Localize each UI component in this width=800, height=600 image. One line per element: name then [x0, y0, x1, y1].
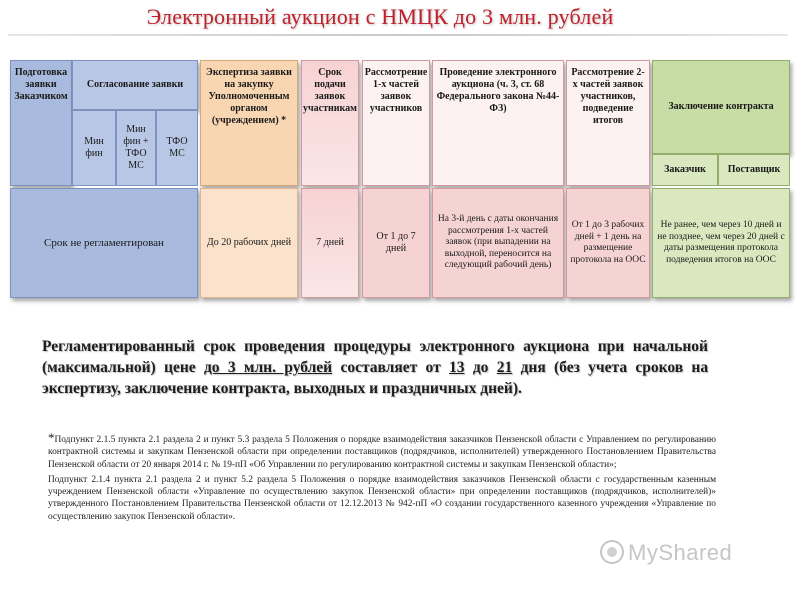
header-expertise: Экспертиза заявки на закупку Уполномоченным органом (учреждением) * — [200, 60, 298, 186]
footnote-p2: Подпункт 2.1.4 пункта 2.1 раздела 2 и пункт 5.2 раздела 5 Положения о порядке взаимодействия заказчиков Пензенской области с государственным казенным учреждением Пензенской области «Управление по осуществлению закупок Пензенской области» при определении поставщиков (подрядчиков, исполнителей)» утвержденного Постановлением Правительства Пензенской области от 12.12.2013 № 942-пП «О создании государственного казенного учреждения «Управление по осуществлению закупок Пензенской области». — [48, 474, 716, 522]
header-agreement: Согласование заявки — [72, 60, 198, 110]
value-review2: От 1 до 3 рабочих дней + 1 день на размещение протокола на ООС — [566, 188, 650, 298]
header-customer: Заказчик — [652, 154, 718, 186]
value-review1: От 1 до 7 дней — [362, 188, 430, 298]
header-supplier: Поставщик — [718, 154, 790, 186]
header-min-fin-tfo: Мин фин + ТФО МС — [116, 110, 156, 186]
summary-min: 13 — [449, 359, 465, 376]
header-review1: Рассмотрение 1-х частей заявок участников — [362, 60, 430, 186]
page-title: Электронный аукцион с НМЦК до 3 млн. рублей — [146, 4, 614, 29]
summary-max: 21 — [496, 359, 513, 376]
footnote — [48, 432, 716, 526]
value-auction: На 3-й день с даты окончания рассмотрения 1-х частей заявок (при выпадении на выходной, переносится на следующий рабочий день) — [432, 188, 564, 298]
watermark-logo — [600, 540, 732, 566]
header-contract: Заключение контракта — [652, 60, 790, 154]
header-min-fin: Мин фин — [72, 110, 116, 186]
summary-amount: до 3 млн. рублей — [203, 359, 333, 376]
summary-part1: Регламентированный срок проведения процедуры электронного аукциона при начальной (максимальной) цене — [42, 338, 708, 376]
value-contract: Не ранее, чем через 10 дней и не позднее, чем через 20 дней с даты размещения протокола подведения итогов на ООС — [652, 188, 790, 298]
summary-part3: до — [472, 359, 489, 376]
value-submission: 7 дней — [301, 188, 359, 298]
header-prep: Подготовка заявки Заказчиком — [10, 60, 72, 186]
header-review2: Рассмотрение 2-х частей заявок участников, подведение итогов — [566, 60, 650, 186]
title-divider — [8, 34, 788, 36]
header-tfo-ms: ТФО МС — [156, 110, 198, 186]
summary-paragraph — [42, 336, 708, 399]
footnote-p1: Подпункт 2.1.5 пункта 2.1 раздела 2 и пункт 5.3 раздела 5 Положения о порядке взаимодействия заказчиков Пензенской области с Управлением по регулированию контрактной системы и закупкам Пензенской области при определении поставщиков (подрядчиков, исполнителей) утвержденного Постановлением Правительства Пензенской области от 20 января 2014 г. № 19-пП «Об Управлении по регулированию контрактной системы и закупкам Пензенской области»; — [48, 435, 716, 470]
summary-part2: составляет от — [340, 359, 441, 376]
watermark-text: MyShared — [628, 540, 733, 565]
footnote-star: * — [48, 430, 55, 445]
summary-part4: дня (без учета сроков на экспертизу, заключение контракта, выходных и праздничных дней). — [42, 359, 709, 397]
logo-icon — [600, 540, 624, 564]
header-submission: Срок подачи заявок участникам — [301, 60, 359, 186]
value-expertise: До 20 рабочих дней — [200, 188, 298, 298]
header-auction: Проведение электронного аукциона (ч. 3, ст. 68 Федерального закона №44-ФЗ) — [432, 60, 564, 186]
value-prep-agreement: Срок не регламентирован — [10, 188, 198, 298]
